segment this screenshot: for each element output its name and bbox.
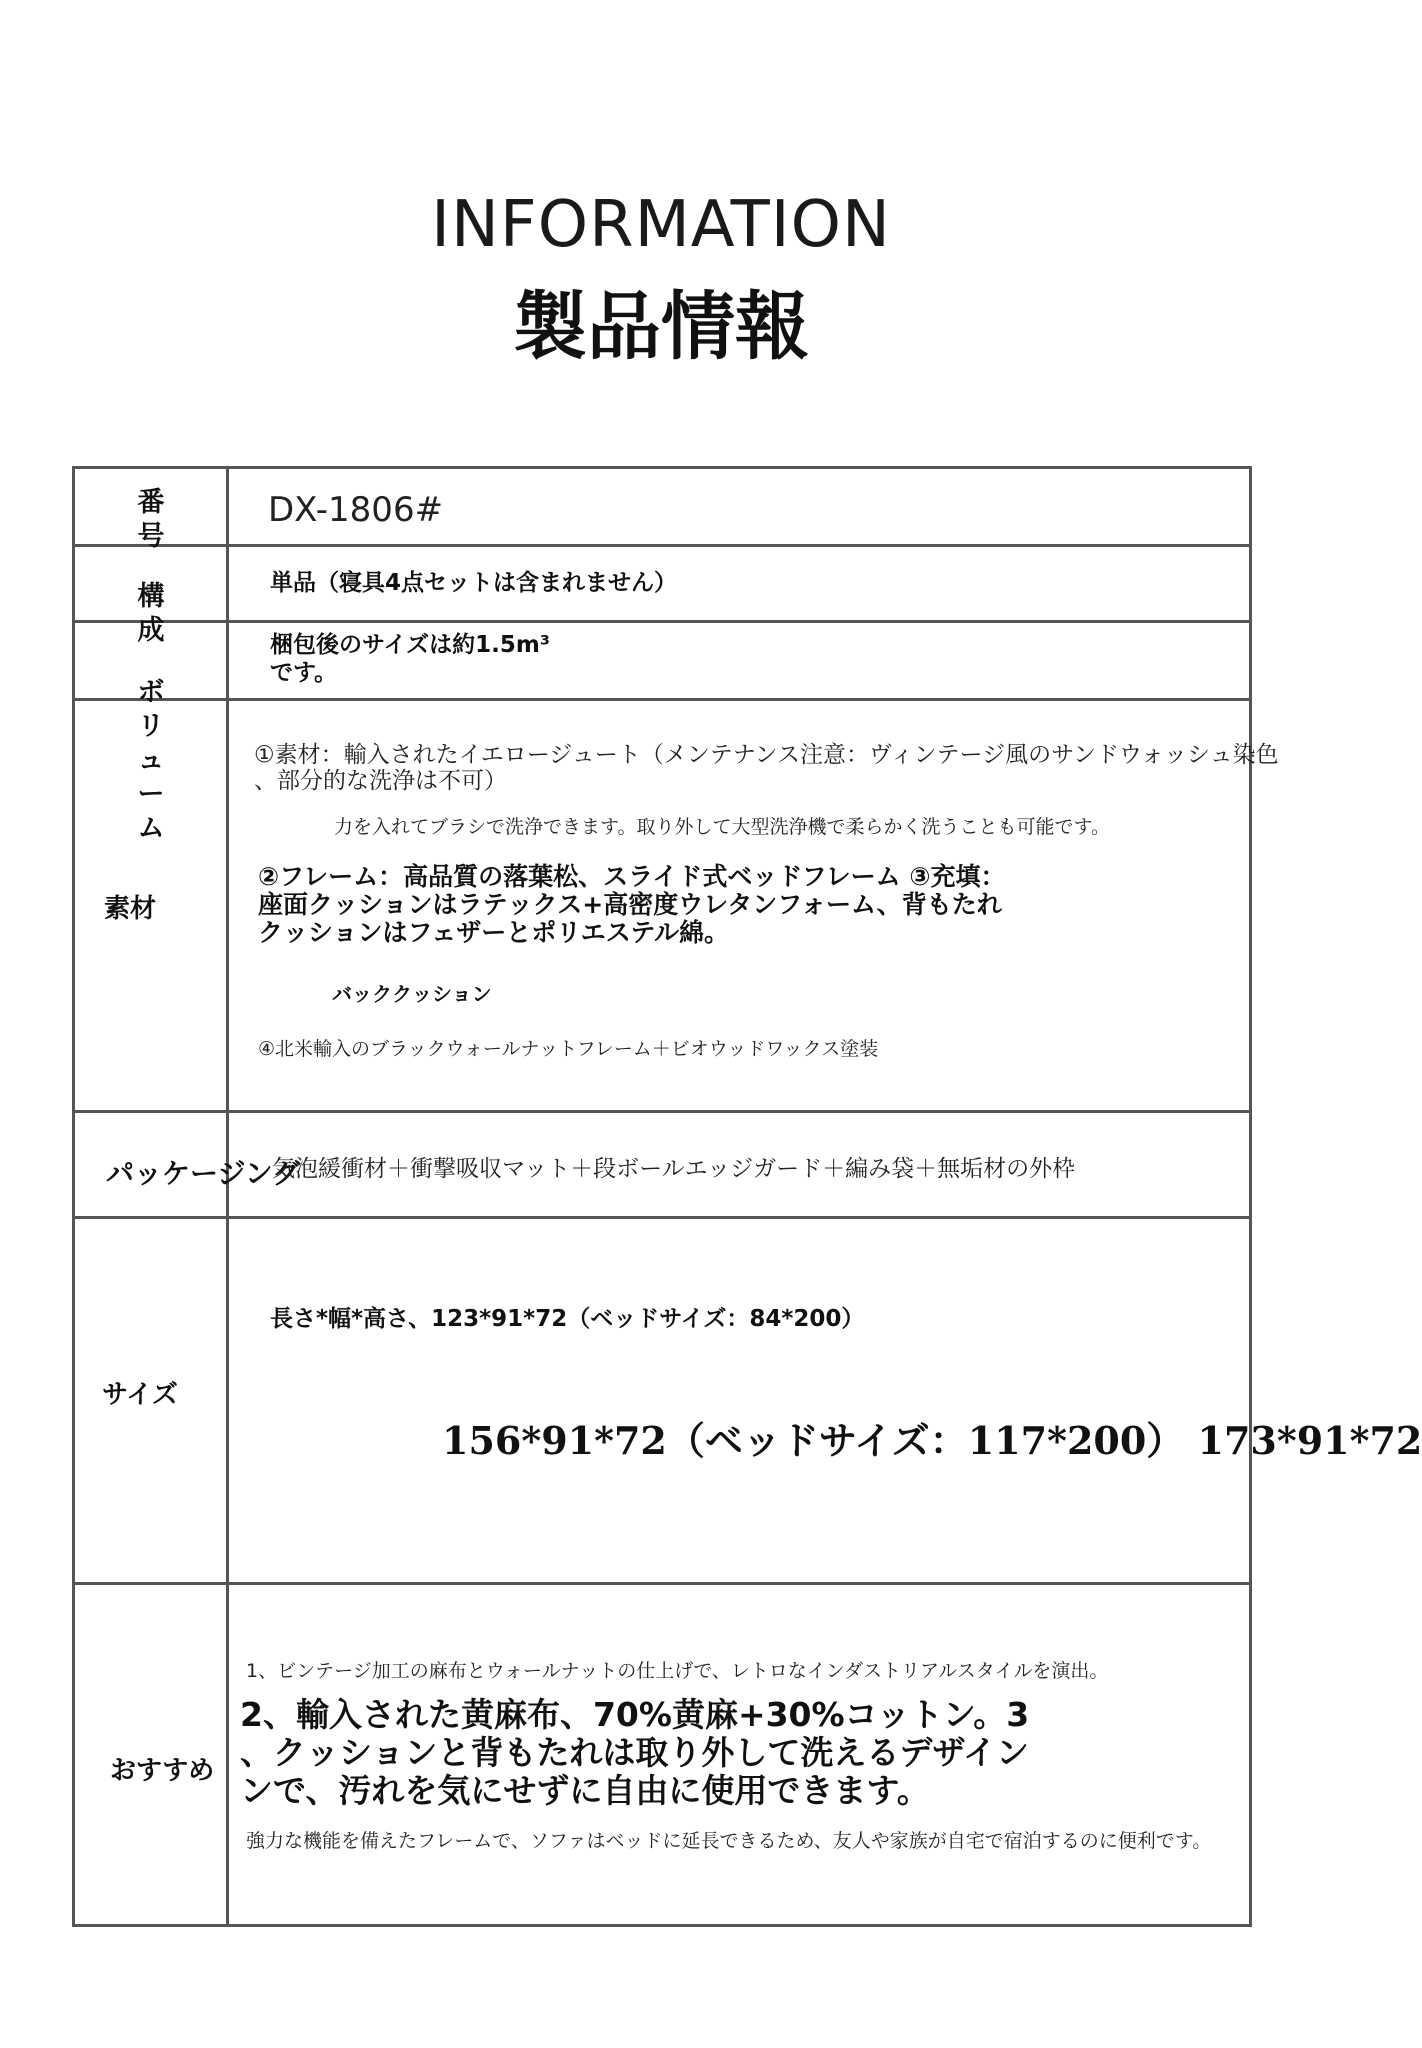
table-border-right bbox=[1249, 466, 1252, 1927]
table-border-top bbox=[72, 466, 1252, 469]
label-composition: 構成 bbox=[137, 581, 165, 646]
title-japanese: 製品情報 bbox=[513, 284, 809, 370]
title-english: INFORMATION bbox=[431, 188, 891, 262]
recommend-line3: 、クッションと背もたれは取り外して洗えるデザイン bbox=[240, 1733, 1030, 1772]
value-volume-line1: 梱包後のサイズは約1.5m³ bbox=[270, 632, 550, 658]
label-packaging: パッケージング bbox=[106, 1157, 301, 1190]
label-material: 素材 bbox=[104, 894, 157, 924]
label-volume: ボリューム bbox=[137, 677, 165, 844]
table-border-left bbox=[72, 466, 75, 1927]
row-divider bbox=[72, 544, 1252, 547]
row-divider bbox=[72, 620, 1252, 623]
recommend-line5: 強力な機能を備えたフレームで、ソファはベッドに延長できるため、友人や家族が自宅で宿泊するのに便利です。 bbox=[246, 1830, 1212, 1852]
table-border-bottom bbox=[72, 1924, 1252, 1927]
material-item4: ④北米輸入のブラックウォールナットフレーム＋ビオウッドワックス塗装 bbox=[258, 1038, 879, 1060]
row-divider bbox=[72, 1110, 1252, 1113]
material-item2-line3: クッションはフェザーとポリエステル綿。 bbox=[258, 918, 730, 947]
column-divider bbox=[226, 466, 229, 1927]
value-volume-line2: です。 bbox=[270, 660, 338, 686]
label-number: 番号 bbox=[137, 487, 165, 552]
label-recommend: おすすめ bbox=[110, 1756, 215, 1786]
value-composition: 単品（寝具4点セットは含まれません） bbox=[270, 570, 678, 596]
row-divider bbox=[72, 698, 1252, 701]
material-item2-line2: 座面クッションはラテックス+高密度ウレタンフォーム、背もたれ bbox=[258, 890, 1002, 919]
row-divider bbox=[72, 1216, 1252, 1219]
material-item2-line1: ②フレーム：高品質の落葉松、スライド式ベッドフレーム ③充填： bbox=[258, 862, 1006, 891]
material-item1-note: 力を入れてブラシで洗浄できます。取り外して大型洗浄機で柔らかく洗うことも可能です。 bbox=[334, 816, 1110, 838]
value-packaging: 気泡緩衝材＋衝撃吸収マット＋段ボールエッジガード＋編み袋＋無垢材の外枠 bbox=[272, 1156, 1076, 1182]
material-back-cushion: バッククッション bbox=[332, 982, 492, 1006]
recommend-line4: ンで、汚れを気にせずに自由に使用できます。 bbox=[240, 1771, 930, 1810]
label-size: サイズ bbox=[102, 1380, 178, 1410]
recommend-line1: 1、ビンテージ加工の麻布とウォールナットの仕上げで、レトロなインダストリアルスタイルを演出。 bbox=[246, 1660, 1109, 1682]
value-size-line2: 156*91*72（ベッドサイズ：117*200） 173*91*72 bbox=[442, 1418, 1422, 1463]
row-divider bbox=[72, 1582, 1252, 1585]
recommend-line2: 2、輸入された黄麻布、70%黄麻+30%コットン。3 bbox=[240, 1695, 1030, 1734]
value-number: DX-1806# bbox=[268, 490, 444, 530]
size-line2-clip bbox=[440, 1408, 1422, 1464]
material-item1-line2: 、部分的な洗浄は不可） bbox=[254, 768, 507, 794]
value-size-line1: 長さ*幅*高さ、123*91*72（ベッドサイズ：84*200） bbox=[270, 1306, 865, 1332]
material-item1-line1: ①素材：輸入されたイエロージュート（メンテナンス注意：ヴィンテージ風のサンドウォッシュ染色 bbox=[254, 742, 1279, 768]
